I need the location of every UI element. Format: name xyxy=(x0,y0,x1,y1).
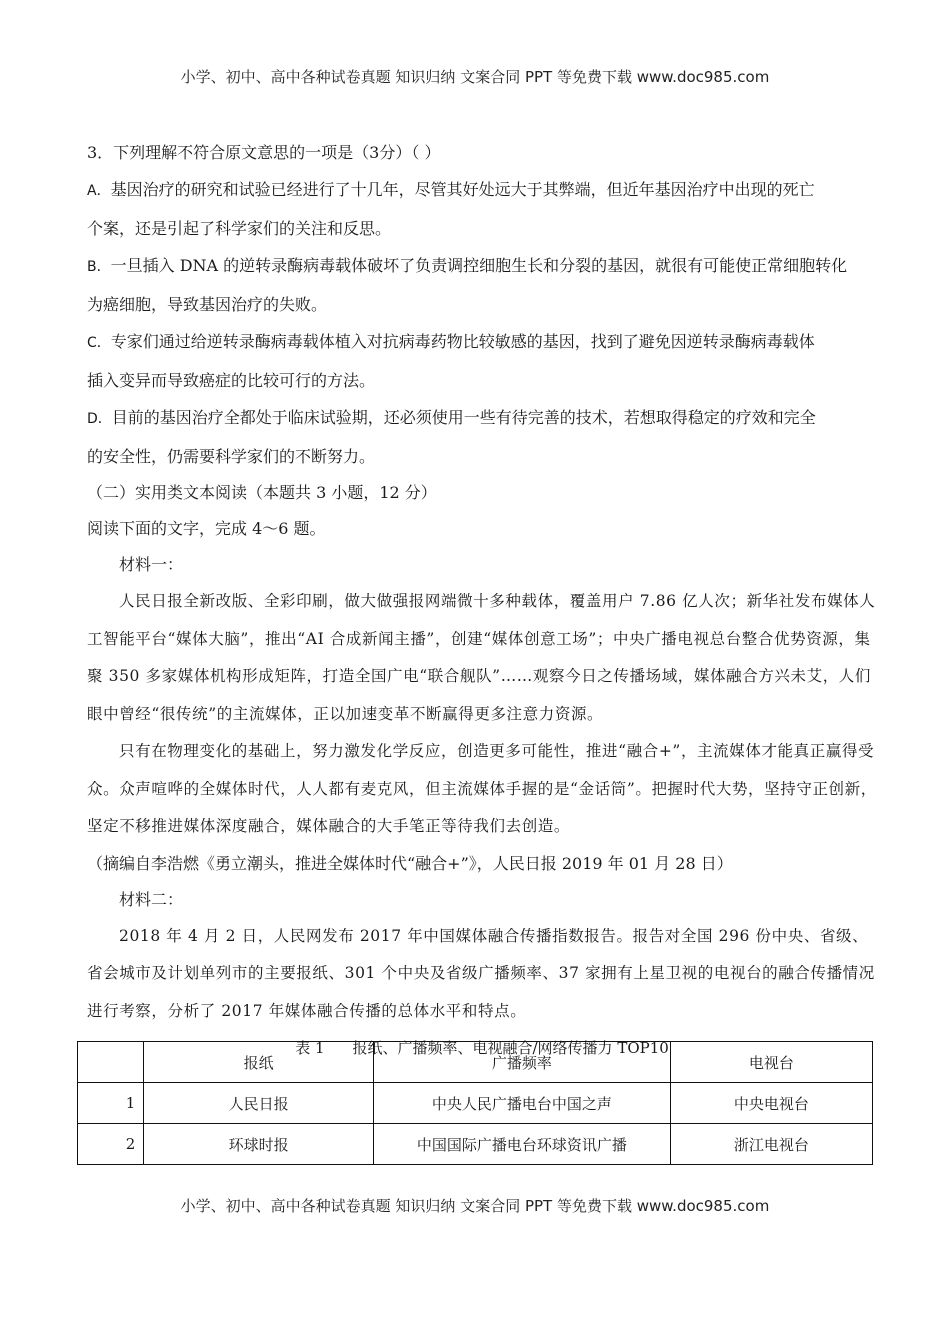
material1-title: 材料一： xyxy=(119,555,184,574)
option-text: 目前的基因治疗全都处于临床试验期，还必须使用一些有待完善的技术，若想取得稳定的疗效和完全 xyxy=(111,408,816,427)
material1-source: （摘编自李浩燃《勇立潮头，推进全媒体时代“融合+”》，人民日报 2019 年 01 月 28 日） xyxy=(87,853,733,873)
option-d xyxy=(87,399,877,438)
option-a-cont: 个案，还是引起了科学家们的关注和反思。 xyxy=(87,219,392,238)
table-header-cell: 报纸 xyxy=(144,1042,374,1083)
question-stem: 3．下列理解不符合原文意思的一项是（3分）（ ） xyxy=(87,143,441,162)
table-row xyxy=(78,1083,873,1124)
option-label: C． xyxy=(87,335,111,351)
table-cell-rank: 2 xyxy=(78,1124,144,1165)
material2-title: 材料二： xyxy=(119,889,184,909)
option-text: 基因治疗的研究和试验已经进行了十几年，尽管其好处远大于其弊端，但近年基因治疗中出现的死亡 xyxy=(110,180,815,199)
page-header: 小学、初中、高中各种试卷真题 知识归纳 文案合同 PPT 等免费下载 www.doc985.com xyxy=(180,68,770,86)
table-row xyxy=(78,1124,873,1165)
table-caption-title: 报纸、广播频率、电视融合/网络传播力 TOP10 xyxy=(352,1039,669,1057)
table-header-cell: 广播频率 xyxy=(374,1042,671,1083)
table-cell-newspaper: 人民日报 xyxy=(144,1083,374,1124)
option-text: 专家们通过给逆转录酶病毒载体植入对抗病毒药物比较敏感的基因，找到了避免因逆转录酶病毒载体 xyxy=(110,332,815,351)
table-cell-rank: 1 xyxy=(78,1083,144,1124)
option-label: A． xyxy=(87,183,111,199)
table-cell-newspaper: 环球时报 xyxy=(144,1124,374,1165)
table-cell-radio: 中央人民广播电台中国之声 xyxy=(374,1083,671,1124)
table-cell-tv: 中央电视台 xyxy=(670,1083,872,1124)
option-c-cont: 插入变异而导致癌症的比较可行的方法。 xyxy=(87,371,376,390)
section-instruction: 阅读下面的文字，完成 4～6 题。 xyxy=(87,519,326,538)
option-label: B． xyxy=(87,259,111,275)
option-a xyxy=(87,171,877,210)
page-footer: 小学、初中、高中各种试卷真题 知识归纳 文案合同 PPT 等免费下载 www.doc985.com xyxy=(180,1197,770,1215)
section-heading: （二）实用类文本阅读（本题共 3 小题，12 分） xyxy=(87,483,437,502)
option-c xyxy=(87,323,877,362)
material1-para1: 人民日报全新改版、全彩印刷，做大做强报网端微十多种载体，覆盖用户 7.86 亿人次；新华社发布媒体人工智能平台“媒体大脑”，推出“AI 合成新闻主播”，创建“媒体创意工场”；中央广播电视总台整合优势资源，集聚 350 多家媒体机构形成矩阵，打造全国广电“联合舰队”……观察今日之传播场域，媒体融合方兴未艾，人们眼中曾经“很传统”的主流媒体，正以加速变革不断赢得更多注意力资源。 xyxy=(87,592,876,723)
table-caption-number: 表 1 xyxy=(295,1039,325,1057)
ranking-table xyxy=(77,1041,873,1165)
option-d-cont: 的安全性，仍需要科学家们的不断努力。 xyxy=(87,447,376,466)
table-header-row xyxy=(78,1042,873,1083)
option-text: 一旦插入 DNA 的逆转录酶病毒载体破坏了负责调控细胞生长和分裂的基因，就很有可能使正常细胞转化 xyxy=(110,256,848,275)
document-body xyxy=(87,134,877,1066)
option-label: D． xyxy=(87,411,112,427)
option-b xyxy=(87,247,877,286)
table-header-cell xyxy=(78,1042,144,1083)
table-cell-tv: 浙江电视台 xyxy=(670,1124,872,1165)
material1-para2: 只有在物理变化的基础上，努力激发化学反应，创造更多可能性，推进“融合+”，主流媒体才能真正赢得受众。众声喧哗的全媒体时代，人人都有麦克风，但主流媒体手握的是“金话筒”。把握时代大势，坚持守正创新，坚定不移推进媒体深度融合，媒体融合的大手笔正等待我们去创造。 xyxy=(87,742,877,835)
table-cell-radio: 中国国际广播电台环球资讯广播 xyxy=(374,1124,671,1165)
table-header-cell: 电视台 xyxy=(670,1042,872,1083)
option-b-cont: 为癌细胞，导致基因治疗的失败。 xyxy=(87,295,328,314)
material2-para1: 2018 年 4 月 2 日，人民网发布 2017 年中国媒体融合传播指数报告。报告对全国 296 份中央、省级、省会城市及计划单列市的主要报纸、301 个中央及省级广播频率、37 家拥有上星卫视的电视台的融合传播情况进行考察，分析了 2017 年媒体融合传播的总体水平和特点。 xyxy=(87,926,875,1020)
